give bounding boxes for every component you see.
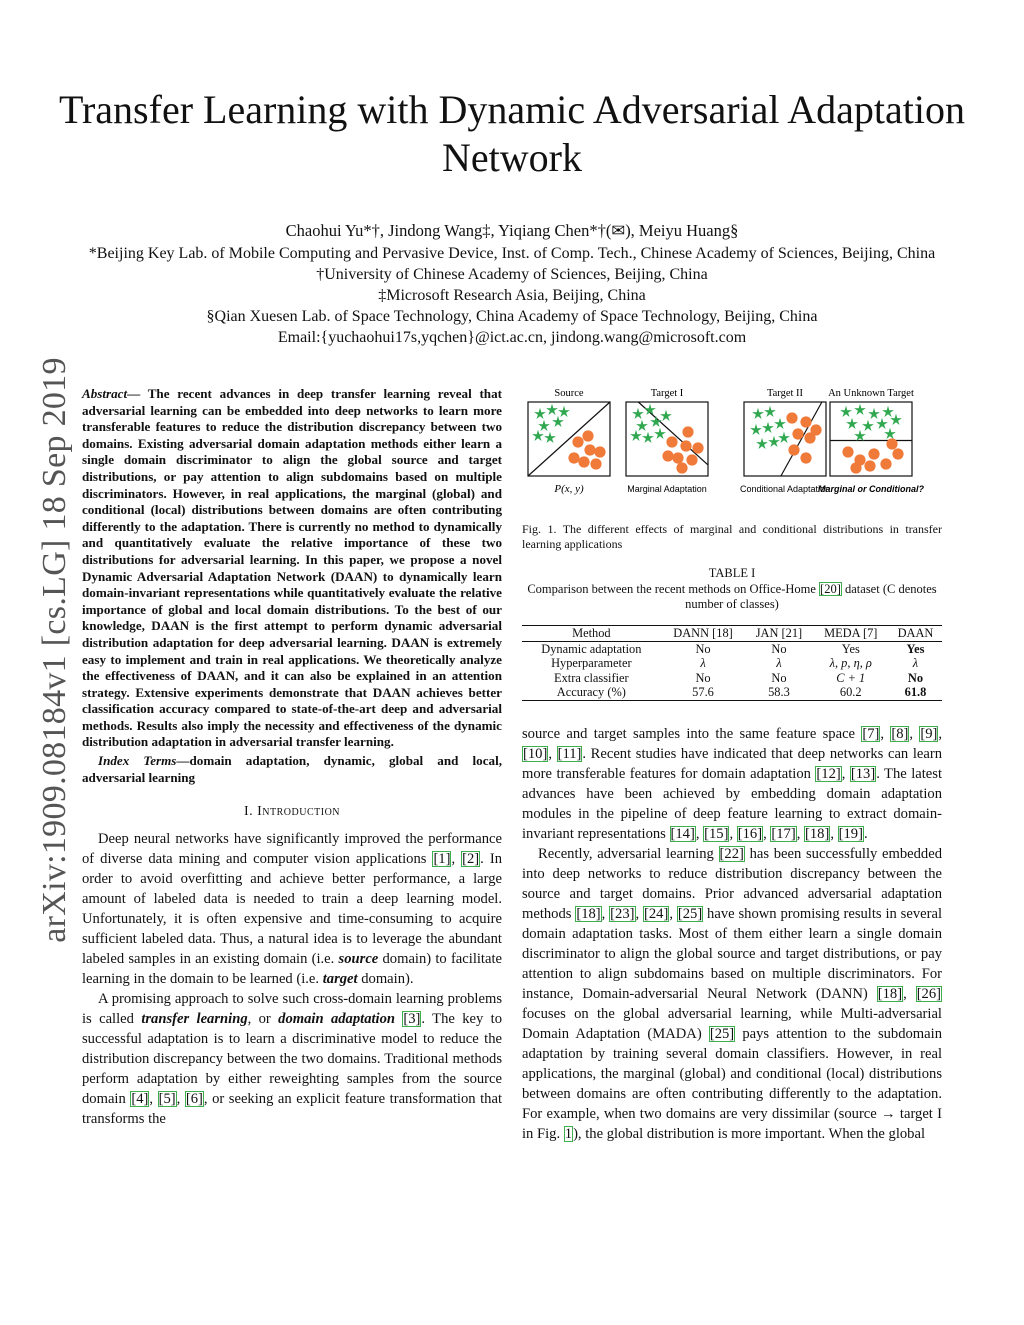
table-header-cell: DAAN	[897, 626, 934, 640]
affiliation-4: §Qian Xuesen Lab. of Space Technology, China Academy of Space Technology, Beijing, China	[206, 308, 818, 325]
sample-circle	[686, 454, 697, 465]
citation-link[interactable]: [6]	[185, 1090, 203, 1107]
table-cell: No	[695, 641, 711, 656]
citation-link[interactable]: [5]	[158, 1090, 176, 1107]
table-row	[522, 671, 942, 686]
figure-link[interactable]: 1	[564, 1126, 573, 1142]
sample-circle	[572, 436, 583, 447]
citation-link[interactable]: [7]	[862, 726, 880, 742]
abstract	[82, 386, 502, 1129]
table-cell: Extra classifier	[554, 670, 629, 685]
citation-link[interactable]: [25]	[709, 1026, 735, 1042]
citation-link[interactable]: [14]	[670, 826, 695, 842]
table-cell: Dynamic adaptation	[541, 641, 642, 656]
table-row	[522, 656, 942, 671]
table-cell: λ, p, η, ρ	[829, 656, 872, 671]
sample-circle	[594, 446, 605, 457]
citation-link[interactable]: [22]	[719, 846, 744, 862]
sample-circle	[582, 430, 593, 441]
citation-link[interactable]: [18]	[805, 826, 830, 842]
sample-circle	[792, 428, 803, 439]
citation-link[interactable]: [9]	[920, 726, 938, 742]
table-header-cell: MEDA [7]	[824, 626, 878, 640]
table-cell: 60.2	[839, 685, 862, 700]
body-paragraph: Recently, adversarial learning [22] has been successfully embedded into deep networks to reduce distribution discrepancy between the source and target domains. Prior advanced adversarial adaptation methods [18], [23], [24], [25] have shown promising results in several domain adaptation tasks. Most of them either learn a single domain discriminator to align the global source and target distributions, or pay attention to align subdomains based on multiple discriminators. For instance, Domain-adversarial Neural Network (DANN) [18], [26] focuses on the global adversarial learning, while Multi-adversarial Domain Adaptation (MADA) [25] pays attention to the subdomain adaptation by training several domain classifiers. However, in real applications, the marginal (global) and conditional (local) distributions between domains are often contributing differently to the adaptation. For example, when two domains are very dissimilar (source → target I in Fig. 1), the global distribution is more important. When the global	[522, 846, 943, 1142]
sample-circle	[868, 448, 879, 459]
table-1-label: TABLE I	[708, 566, 756, 580]
figure-1	[522, 382, 946, 502]
intro-paragraph-1: Deep neural networks have significantly improved the performance of diverse data mining and computer vision applications [1], [2]. In order to avoid overfitting and achieve better performance, a large amount of labeled data is needed to train a deep learning model. Unfortunately, it is often expensive and time-consuming to acquire sufficient labeled data. Thus, a natural idea is to leverage the abundant labeled samples in an existing domain (i.e. source domain) to facilitate learning in the domain to be learned (i.e. target domain).	[82, 830, 502, 987]
citation-link[interactable]: [18]	[576, 906, 601, 922]
table-header-cell: JAN [21]	[755, 626, 803, 640]
table-cell: Yes	[841, 641, 860, 656]
sample-circle	[786, 412, 797, 423]
citation-link[interactable]: [10]	[523, 746, 548, 762]
table-row	[522, 641, 942, 656]
sample-circle	[662, 450, 673, 461]
citation-link[interactable]: [26]	[916, 986, 942, 1002]
table-row	[522, 685, 942, 700]
affiliation-2: †University of Chinese Academy of Sciences, Beijing, China	[316, 266, 708, 283]
sample-circle	[800, 416, 811, 427]
sample-circle	[842, 446, 853, 457]
figure-1-caption: Fig. 1. The different effects of marginal and conditional distributions in transfer learning applications	[522, 522, 942, 551]
table-cell: Hyperparameter	[551, 656, 632, 671]
sample-circle	[568, 452, 579, 463]
citation-link[interactable]: [3]	[403, 1010, 421, 1027]
citation-link[interactable]: [4]	[131, 1090, 149, 1107]
table-1-caption: TABLE I Comparison between the recent methods on Office-Home [20] dataset (C denotes number of classes)	[522, 566, 942, 613]
author-emails: Email:{yuchaohui17s,yqchen}@ict.ac.cn, jindong.wang@microsoft.com	[277, 329, 747, 346]
citation-link[interactable]: [23]	[610, 906, 635, 922]
section-heading-introduction: I. Introduction	[243, 804, 341, 820]
figure-panel-title: Target II	[766, 388, 804, 399]
figure-panel-caption: Marginal Adaptation	[627, 484, 707, 494]
citation-link[interactable]: [24]	[644, 906, 669, 922]
index-terms	[82, 753, 502, 786]
figure-panel-title: An Unknown Target	[828, 388, 914, 399]
sample-circle	[788, 444, 799, 455]
table-cell: 61.8	[904, 685, 927, 700]
figure-1-illustration	[522, 382, 946, 502]
citation-link[interactable]: [18]	[877, 986, 903, 1002]
sample-circle	[584, 444, 595, 455]
sample-circle	[880, 458, 891, 469]
table-cell: Yes	[906, 641, 925, 656]
sample-circle	[666, 436, 677, 447]
author-names: Chaohui Yu*†, Jindong Wang‡, Yiqiang Chen*†(✉), Meiyu Huang§	[285, 221, 739, 240]
citation-link[interactable]: [8]	[891, 726, 909, 742]
citation-link[interactable]: [25]	[677, 906, 703, 922]
table-cell: No	[907, 670, 924, 685]
figure-panel-title: Target I	[650, 388, 684, 399]
table-cell: λ	[700, 656, 706, 671]
table-cell: λ	[776, 656, 782, 671]
index-terms-text: —domain adaptation, dynamic, global and local, adversarial learning	[82, 753, 502, 785]
sample-circle	[864, 460, 875, 471]
citation-link[interactable]: [19]	[838, 826, 863, 842]
citation-link[interactable]: [11]	[557, 746, 582, 762]
abstract-label: Abstract	[82, 386, 128, 401]
sample-circle	[676, 462, 687, 473]
table-cell: 58.3	[768, 685, 790, 700]
affiliation-1: *Beijing Key Lab. of Mobile Computing and Pervasive Device, Inst. of Comp. Tech., Chinese Academy of Sciences, Beijing, China	[88, 245, 936, 262]
sample-circle	[810, 424, 821, 435]
sample-circle	[578, 456, 589, 467]
author-block	[0, 220, 1024, 348]
sample-circle	[886, 438, 897, 449]
table-cell: Accuracy (%)	[556, 685, 626, 700]
abstract-text: — The recent advances in deep transfer learning reveal that adversarial learning can be embedded into deep networks to learn more transferable features to reduce the distribution discrepancy between two domains. Existing adversarial domain adaptation methods either learn a single domain discriminator to align the global source and target distributions, or pay attention to align subdomains based on multiple discriminators. However, in real applications, the marginal (global) and conditional (local) distributions between domains are often contributing differently to the adaptation. There is currently no method to dynamically and quantitatively evaluate the relative importance of these two distributions for adversarial learning. In this paper, we propose a novel Dynamic Adversarial Adaptation Network (DAAN) to dynamically learn domain-invariant representations while quantitatively evaluate the relative importance of global and local domain distributions. To the best of our knowledge, DAAN is the first attempt to perform dynamic adversarial distribution adaptation for deep adversarial learning. DAAN is extremely easy to implement and train in real applications. We theoretically analyze the effectiveness of DAAN, and it can also be explained in an attention strategy. Extensive experiments demonstrate that DAAN achieves better classification accuracy compared to state-of-the-art deep and adversarial methods. Results also imply the necessity and effectiveness of the dynamic distribution adaptation in adversarial transfer learning.	[82, 386, 502, 750]
figure-panel-caption: Conditional Adaptation	[739, 484, 831, 494]
table-header-row	[522, 626, 942, 642]
figure-panel-caption: Marginal or Conditional?	[818, 484, 924, 494]
sample-circle	[692, 442, 703, 453]
sample-circle	[680, 440, 691, 451]
citation-link[interactable]: [20]	[820, 581, 841, 596]
table-cell: 57.6	[692, 685, 714, 700]
figure-panel-caption: P(x, y)	[554, 483, 584, 495]
citation-link[interactable]: [12]	[816, 766, 841, 782]
figure-panel-title: Source	[554, 388, 584, 399]
table-cell: C + 1	[836, 670, 866, 685]
citation-link[interactable]: [15]	[704, 826, 729, 842]
intro-paragraph-2: A promising approach to solve such cross-domain learning problems is called transfer learning, or domain adaptation [3]. The key to successful adaptation is to learn a discriminative model to reduce the distribution discrepancy between the two domains. Traditional methods perform adaptation by either reweighting samples from the source domain [4], [5], [6], or seeking an explicit feature transformation that transforms the	[82, 990, 503, 1127]
paper-title: Transfer Learning with Dynamic Adversarial Adaptation Network	[58, 87, 966, 180]
table-header-cell: Method	[572, 626, 611, 640]
table-1	[522, 625, 942, 701]
table-cell: No	[771, 670, 787, 685]
body-paragraph-continued: source and target samples into the same feature space [7], [8], [9], [10], [11]. Recent studies have indicated that deep networks can learn more transferable features for domain adaptation [12], [13]. The latest advances have been achieved by embedding domain adaptation modules in the pipeline of deep feature learning to extract domain-invariant representations [14], [15], [16], [17], [18], [19].	[522, 726, 943, 842]
sample-circle	[590, 458, 601, 469]
table-cell: λ	[912, 656, 919, 671]
affiliation-3: ‡Microsoft Research Asia, Beijing, China	[378, 287, 646, 304]
citation-link[interactable]: [16]	[737, 826, 763, 842]
citation-link[interactable]: [17]	[771, 826, 796, 842]
index-terms-label: Index Terms	[98, 753, 177, 769]
sample-circle	[682, 426, 693, 437]
citation-link[interactable]: [2]	[462, 850, 480, 867]
sample-circle	[672, 452, 683, 463]
table-cell: No	[695, 670, 711, 685]
table-cell: No	[771, 641, 787, 656]
citation-link[interactable]: [13]	[850, 766, 876, 782]
sample-circle	[892, 448, 903, 459]
right-column-body	[522, 724, 942, 1144]
citation-link[interactable]: [1]	[433, 850, 451, 867]
arxiv-identifier: arXiv:1909.08184v1 [cs.LG] 18 Sep 2019	[36, 357, 73, 943]
table-header-cell: DANN [18]	[673, 626, 733, 640]
sample-circle	[850, 462, 861, 473]
sample-circle	[800, 452, 811, 463]
